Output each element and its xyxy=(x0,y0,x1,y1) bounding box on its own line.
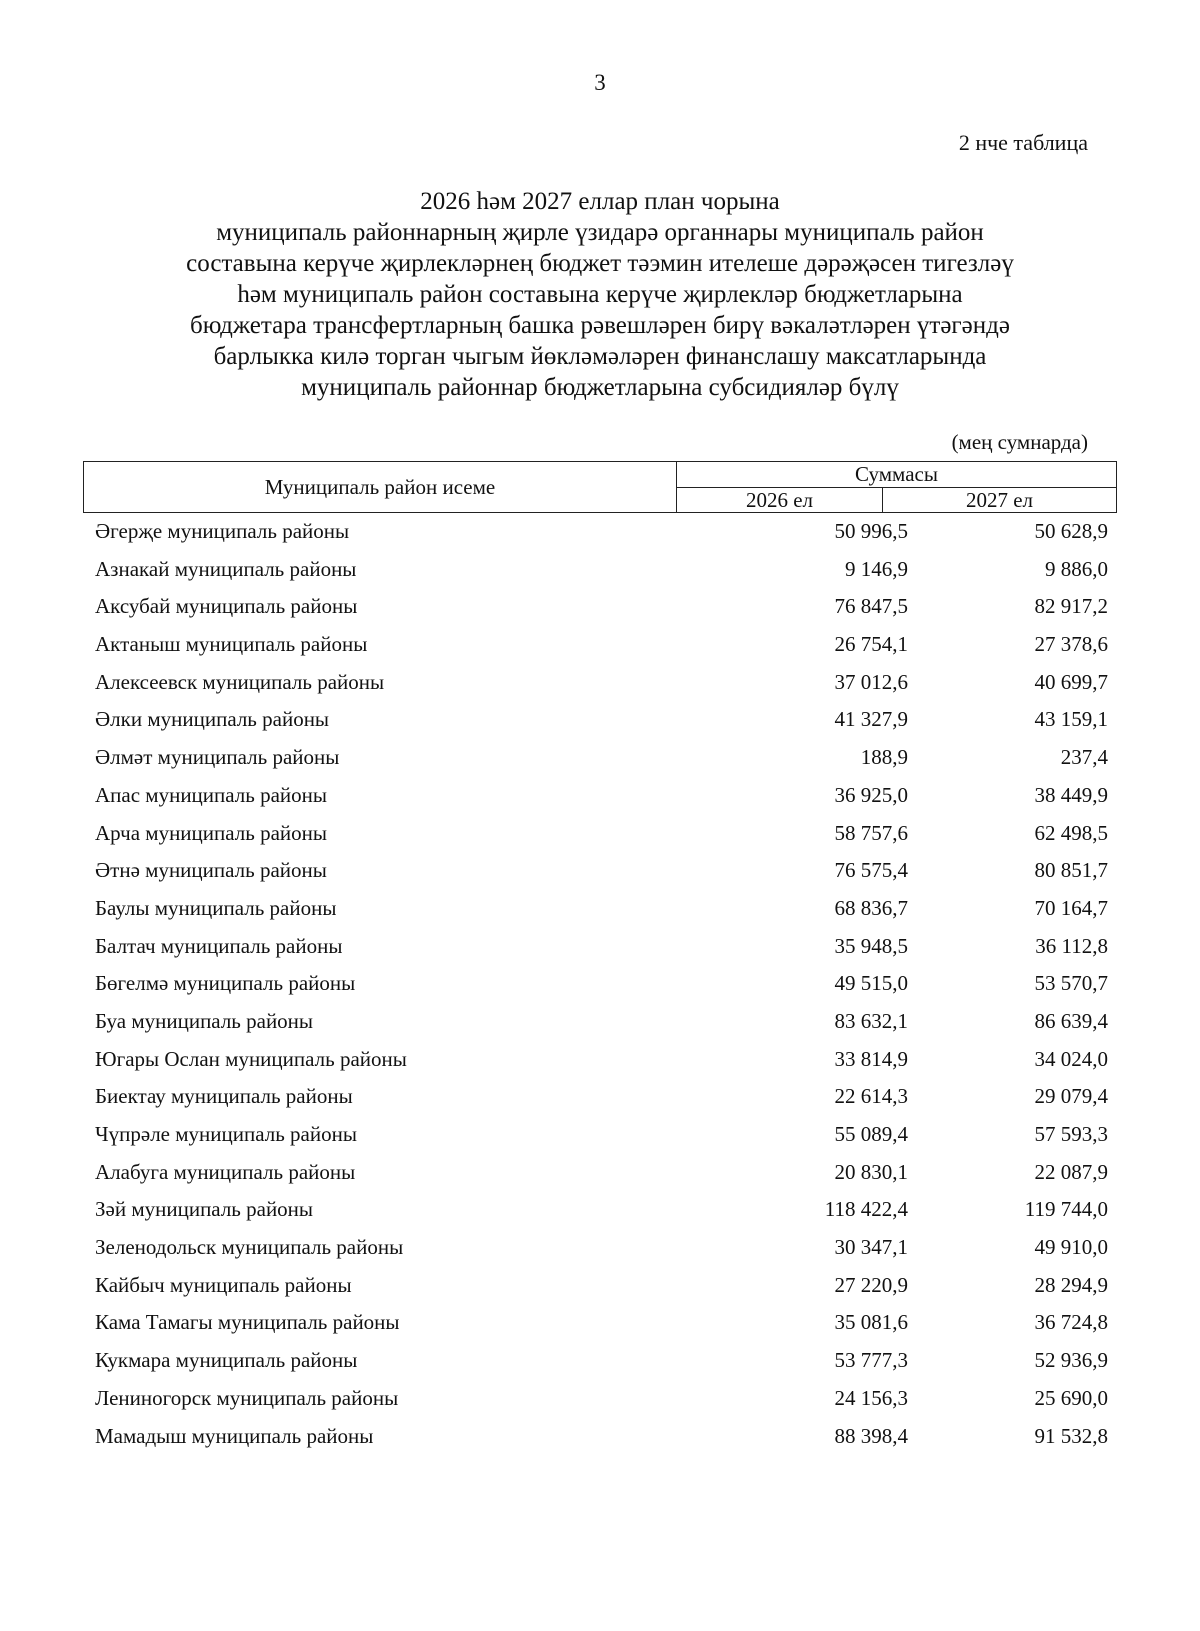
row-value-2026: 20 830,1 xyxy=(834,1159,908,1184)
row-value-2027: 80 851,7 xyxy=(1034,858,1108,883)
row-value-2026: 24 156,3 xyxy=(834,1385,908,1410)
table-row xyxy=(83,745,1116,783)
table-row xyxy=(83,1273,1116,1311)
table-row xyxy=(83,1084,1116,1122)
table-row xyxy=(83,821,1116,859)
table-row xyxy=(83,1386,1116,1424)
row-name: Алабуга муниципаль районы xyxy=(95,1159,356,1184)
table-row xyxy=(83,1424,1116,1462)
row-name: Алексеевск муниципаль районы xyxy=(95,669,385,694)
row-value-2026: 68 836,7 xyxy=(834,895,908,920)
table-row xyxy=(83,594,1116,632)
row-name: Әтнә муниципаль районы xyxy=(95,858,327,883)
row-value-2026: 35 081,6 xyxy=(834,1310,908,1335)
title-line: бюджетара трансфертларның башка рәвешләрен бирү вәкаләтләрен үтәгәндә xyxy=(190,312,1010,339)
row-value-2026: 88 398,4 xyxy=(834,1423,908,1448)
row-value-2026: 33 814,9 xyxy=(834,1046,908,1071)
row-value-2026: 50 996,5 xyxy=(834,519,908,543)
table-row xyxy=(83,557,1116,595)
title-line: һәм муниципаль район составына керүче җирлекләр бюджетларына xyxy=(237,281,963,308)
row-name: Чүпрәле муниципаль районы xyxy=(95,1122,357,1146)
row-value-2027: 43 159,1 xyxy=(1034,707,1108,732)
row-value-2027: 40 699,7 xyxy=(1034,669,1108,694)
table-row xyxy=(83,1235,1116,1273)
row-value-2027: 50 628,9 xyxy=(1034,519,1108,543)
row-value-2026: 118 422,4 xyxy=(824,1197,908,1222)
table-row xyxy=(83,1348,1116,1386)
row-name: Югары Ослан муниципаль районы xyxy=(95,1046,407,1071)
row-value-2026: 41 327,9 xyxy=(834,707,908,732)
table-row xyxy=(83,1122,1116,1160)
table-row xyxy=(83,632,1116,670)
row-name: Кукмара муниципаль районы xyxy=(95,1348,358,1373)
row-name: Апас муниципаль районы xyxy=(95,782,327,807)
row-value-2027: 9 886,0 xyxy=(1045,556,1108,581)
document-title xyxy=(80,186,1120,403)
row-name: Мамадыш муниципаль районы xyxy=(95,1423,374,1448)
table-row xyxy=(83,896,1116,934)
table-row xyxy=(83,971,1116,1009)
row-value-2026: 83 632,1 xyxy=(834,1008,908,1033)
title-line: 2026 һәм 2027 еллар план чорына xyxy=(420,188,780,215)
row-value-2026: 55 089,4 xyxy=(834,1122,908,1146)
table-row xyxy=(83,519,1116,557)
row-name: Зәй муниципаль районы xyxy=(95,1197,314,1222)
table-body xyxy=(83,519,1116,1461)
row-value-2027: 28 294,9 xyxy=(1034,1272,1108,1297)
row-value-2026: 76 575,4 xyxy=(834,858,908,883)
row-name: Баулы муниципаль районы xyxy=(95,895,337,920)
row-value-2026: 37 012,6 xyxy=(834,669,908,694)
row-value-2026: 49 515,0 xyxy=(834,971,908,996)
table-row xyxy=(83,858,1116,896)
row-value-2026: 30 347,1 xyxy=(834,1235,908,1260)
row-name: Лениногорск муниципаль районы xyxy=(95,1385,399,1410)
row-value-2027: 34 024,0 xyxy=(1034,1046,1108,1071)
table-header xyxy=(83,461,1117,513)
row-value-2026: 53 777,3 xyxy=(834,1348,908,1373)
row-name: Арча муниципаль районы xyxy=(95,820,327,845)
row-value-2027: 49 910,0 xyxy=(1034,1235,1108,1260)
row-value-2026: 188,9 xyxy=(860,745,908,770)
row-name: Әлки муниципаль районы xyxy=(95,707,330,732)
row-value-2026: 26 754,1 xyxy=(834,632,908,657)
row-value-2027: 25 690,0 xyxy=(1034,1385,1108,1410)
table-row xyxy=(83,1310,1116,1348)
table-row xyxy=(83,783,1116,821)
table-row xyxy=(83,1009,1116,1047)
row-name: Актаныш муниципаль районы xyxy=(95,632,368,657)
row-value-2027: 86 639,4 xyxy=(1034,1008,1108,1033)
units-note: (мең сумнарда) xyxy=(951,430,1088,454)
row-value-2026: 58 757,6 xyxy=(834,820,908,845)
table-row xyxy=(83,707,1116,745)
row-value-2027: 57 593,3 xyxy=(1034,1122,1108,1146)
row-value-2027: 62 498,5 xyxy=(1034,820,1108,845)
title-line: барлыкка килә торган чыгым йөкләмәләрен финанслашу максатларында xyxy=(213,343,987,370)
row-value-2026: 36 925,0 xyxy=(834,782,908,807)
row-value-2027: 119 744,0 xyxy=(1024,1197,1108,1222)
table-row xyxy=(83,1197,1116,1235)
row-value-2027: 36 112,8 xyxy=(1035,933,1108,958)
row-value-2027: 91 532,8 xyxy=(1034,1423,1108,1448)
row-name: Буа муниципаль районы xyxy=(95,1008,314,1033)
row-name: Бөгелмә муниципаль районы xyxy=(95,971,356,996)
row-value-2027: 27 378,6 xyxy=(1034,632,1108,657)
row-value-2026: 35 948,5 xyxy=(834,933,908,958)
row-value-2027: 237,4 xyxy=(1060,745,1108,770)
table-row xyxy=(83,934,1116,972)
header-year-2026: 2026 ел xyxy=(677,487,883,513)
row-value-2027: 70 164,7 xyxy=(1034,895,1108,920)
row-value-2026: 22 614,3 xyxy=(834,1084,908,1109)
header-year-2027: 2027 ел xyxy=(883,487,1117,513)
row-value-2026: 9 146,9 xyxy=(845,556,908,581)
table-row xyxy=(83,1160,1116,1198)
row-value-2027: 53 570,7 xyxy=(1034,971,1108,996)
row-value-2027: 29 079,4 xyxy=(1034,1084,1108,1109)
row-value-2027: 38 449,9 xyxy=(1034,782,1108,807)
row-name: Кама Тамагы муниципаль районы xyxy=(95,1310,400,1335)
row-name: Әлмәт муниципаль районы xyxy=(95,745,340,770)
title-line: составына керүче җирлекләрнең бюджет тәэмин ителеше дәрәҗәсен тигезләү xyxy=(186,250,1014,277)
row-name: Балтач муниципаль районы xyxy=(95,933,343,958)
row-name: Әгерҗе муниципаль районы xyxy=(95,519,350,543)
row-name: Кайбыч муниципаль районы xyxy=(95,1272,352,1297)
row-name: Аксубай муниципаль районы xyxy=(95,594,358,619)
table-row xyxy=(83,670,1116,708)
row-value-2026: 76 847,5 xyxy=(834,594,908,619)
row-name: Зеленодольск муниципаль районы xyxy=(95,1235,404,1260)
title-line: муниципаль районнарның җирле үзидарә органнары муниципаль район xyxy=(216,219,984,246)
title-line: муниципаль районнар бюджетларына субсидияләр бүлү xyxy=(301,374,899,401)
row-value-2027: 36 724,8 xyxy=(1034,1310,1108,1335)
header-name: Муниципаль район исеме xyxy=(84,462,677,513)
row-name: Биектау муниципаль районы xyxy=(95,1084,353,1109)
row-name: Азнакай муниципаль районы xyxy=(95,556,357,581)
row-value-2026: 27 220,9 xyxy=(834,1272,908,1297)
row-value-2027: 52 936,9 xyxy=(1034,1348,1108,1373)
row-value-2027: 22 087,9 xyxy=(1034,1159,1108,1184)
row-value-2027: 82 917,2 xyxy=(1034,594,1108,619)
table-row xyxy=(83,1047,1116,1085)
header-sums: Суммасы xyxy=(677,462,1117,488)
table-label: 2 нче таблица xyxy=(958,130,1088,155)
page-number: 3 xyxy=(594,70,606,95)
